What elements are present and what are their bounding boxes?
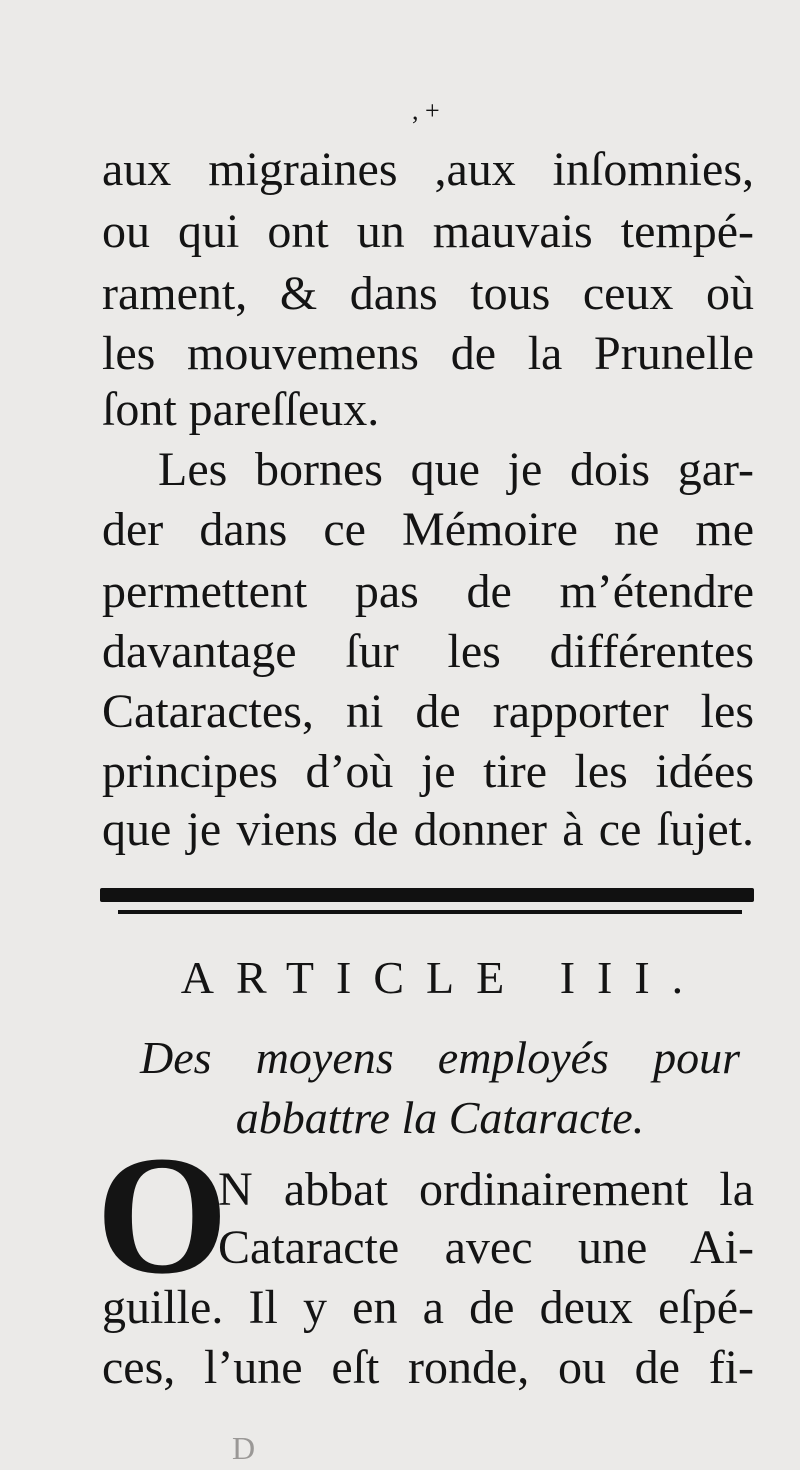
text-line: les mouvemens de la Prunelle: [102, 327, 754, 380]
text-line: davantage ſur les différentes: [102, 625, 754, 678]
text-line: aux migraines ,aux inſomnies,: [102, 143, 754, 196]
signature-mark: D: [232, 1430, 256, 1466]
text-line: principes d’où je tire les idées: [102, 745, 754, 798]
page-mark: , +: [412, 96, 440, 125]
text-line: Cataractes, ni de rapporter les: [102, 685, 754, 738]
text-line: Les bornes que je dois gar-: [158, 443, 754, 496]
text-line: ces, l’une eſt ronde, ou de fi-: [102, 1341, 754, 1394]
text-line: ou qui ont un mauvais tempé-: [102, 205, 754, 258]
section-rule-thick: [100, 888, 754, 902]
article-subtitle: Des moyens employés pour: [140, 1032, 740, 1083]
text-line: Cataracte avec une Ai-: [218, 1221, 754, 1274]
section-rule-thin: [118, 910, 742, 914]
article-heading: ARTICLE III.: [180, 952, 706, 1003]
text-line: que je viens de donner à ce ſujet.: [102, 803, 754, 856]
article-subtitle: abbattre la Cataracte.: [235, 1092, 645, 1143]
text-line: guille. Il y en a de deux eſpé-: [102, 1281, 754, 1334]
text-line: permettent pas de m’étendre: [102, 565, 754, 618]
text-line: ſont pareſſeux.: [102, 383, 380, 436]
text-line: rament, & dans tous ceux où: [102, 267, 754, 320]
text-line: N abbat ordinairement la: [218, 1163, 754, 1216]
drop-cap: O: [96, 1121, 229, 1309]
text-line: der dans ce Mémoire ne me: [102, 503, 754, 556]
